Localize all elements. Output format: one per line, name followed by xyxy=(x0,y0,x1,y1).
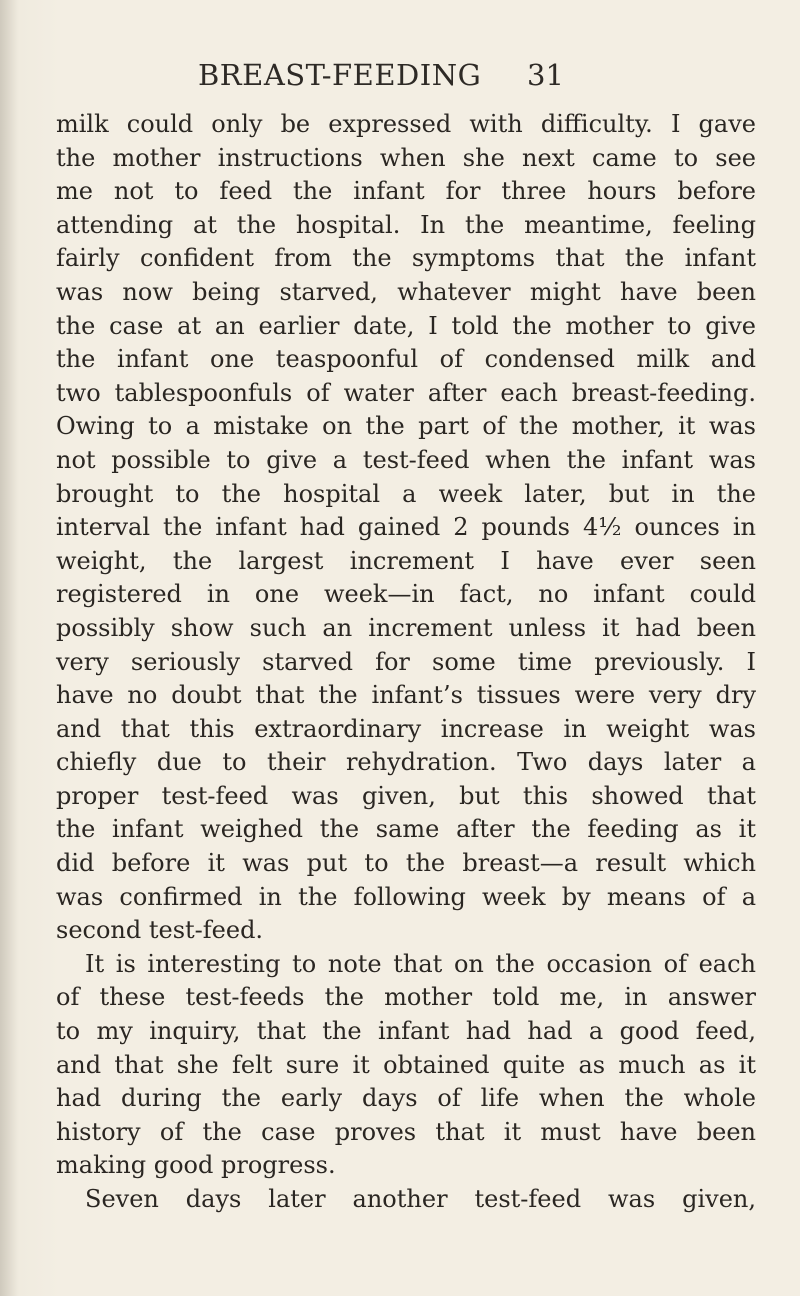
text-line: was now being starved, whatever might have been xyxy=(56,277,756,306)
text-line: possibly show such an increment unless it had been xyxy=(56,613,756,642)
text-line: Seven days later another test-feed was given, xyxy=(85,1185,756,1213)
text-line: was confirmed in the following week by means of a xyxy=(56,882,756,911)
text-line: did before it was put to the breast—a result which xyxy=(56,849,756,878)
text-line: It is interesting to note that on the occasion of each xyxy=(85,949,756,978)
text-line: brought to the hospital a week later, but in the xyxy=(56,479,756,508)
text-line: fairly confident from the symptoms that the infant xyxy=(56,244,756,273)
text-line: the mother instructions when she next came to see xyxy=(56,143,756,172)
text-line: history of the case proves that it must have been xyxy=(56,1117,756,1146)
text-line: two tablespoonfuls of water after each breast-feeding. xyxy=(56,378,756,407)
text-line: second test-feed. xyxy=(56,916,264,945)
text-line: not possible to give a test-feed when the infant was xyxy=(56,445,756,474)
text-line: to my inquiry, that the infant had had a good feed, xyxy=(56,1017,756,1046)
page-number: 31 xyxy=(527,58,564,92)
running-title: BREAST-FEEDING xyxy=(198,58,482,92)
text-line: and that she felt sure it obtained quite as much as it xyxy=(56,1050,756,1079)
text-line: the case at an earlier date, I told the mother to give xyxy=(56,311,756,340)
text-line: attending at the hospital. In the meantime, feeling xyxy=(56,210,756,239)
text-line: weight, the largest increment I have ever seen xyxy=(56,546,756,575)
text-line: proper test-feed was given, but this showed that xyxy=(56,781,756,810)
text-line: registered in one week—in fact, no infant could xyxy=(56,580,756,609)
text-line: the infant weighed the same after the feeding as it xyxy=(56,815,756,844)
text-line: making good progress. xyxy=(56,1151,336,1180)
text-line: me not to feed the infant for three hours before xyxy=(56,177,756,206)
running-head xyxy=(0,58,800,98)
text-line: have no doubt that the infant’s tissues were very dry xyxy=(56,681,756,710)
text-line: very seriously starved for some time previously. I xyxy=(56,647,756,676)
text-line: the infant one teaspoonful of condensed milk and xyxy=(56,345,756,374)
page-gutter-shadow xyxy=(0,0,18,1296)
text-line: milk could only be expressed with difficulty. I gave xyxy=(56,110,756,138)
text-line: had during the early days of life when the whole xyxy=(56,1084,756,1113)
text-line: chiefly due to their rehydration. Two days later a xyxy=(56,748,756,777)
text-line: Owing to a mistake on the part of the mother, it was xyxy=(56,412,756,441)
text-line: interval the infant had gained 2 pounds 4½ ounces in xyxy=(56,513,756,542)
body-text xyxy=(56,108,756,1217)
text-line: and that this extraordinary increase in weight was xyxy=(56,714,756,743)
text-line: of these test-feeds the mother told me, in answer xyxy=(56,983,756,1012)
